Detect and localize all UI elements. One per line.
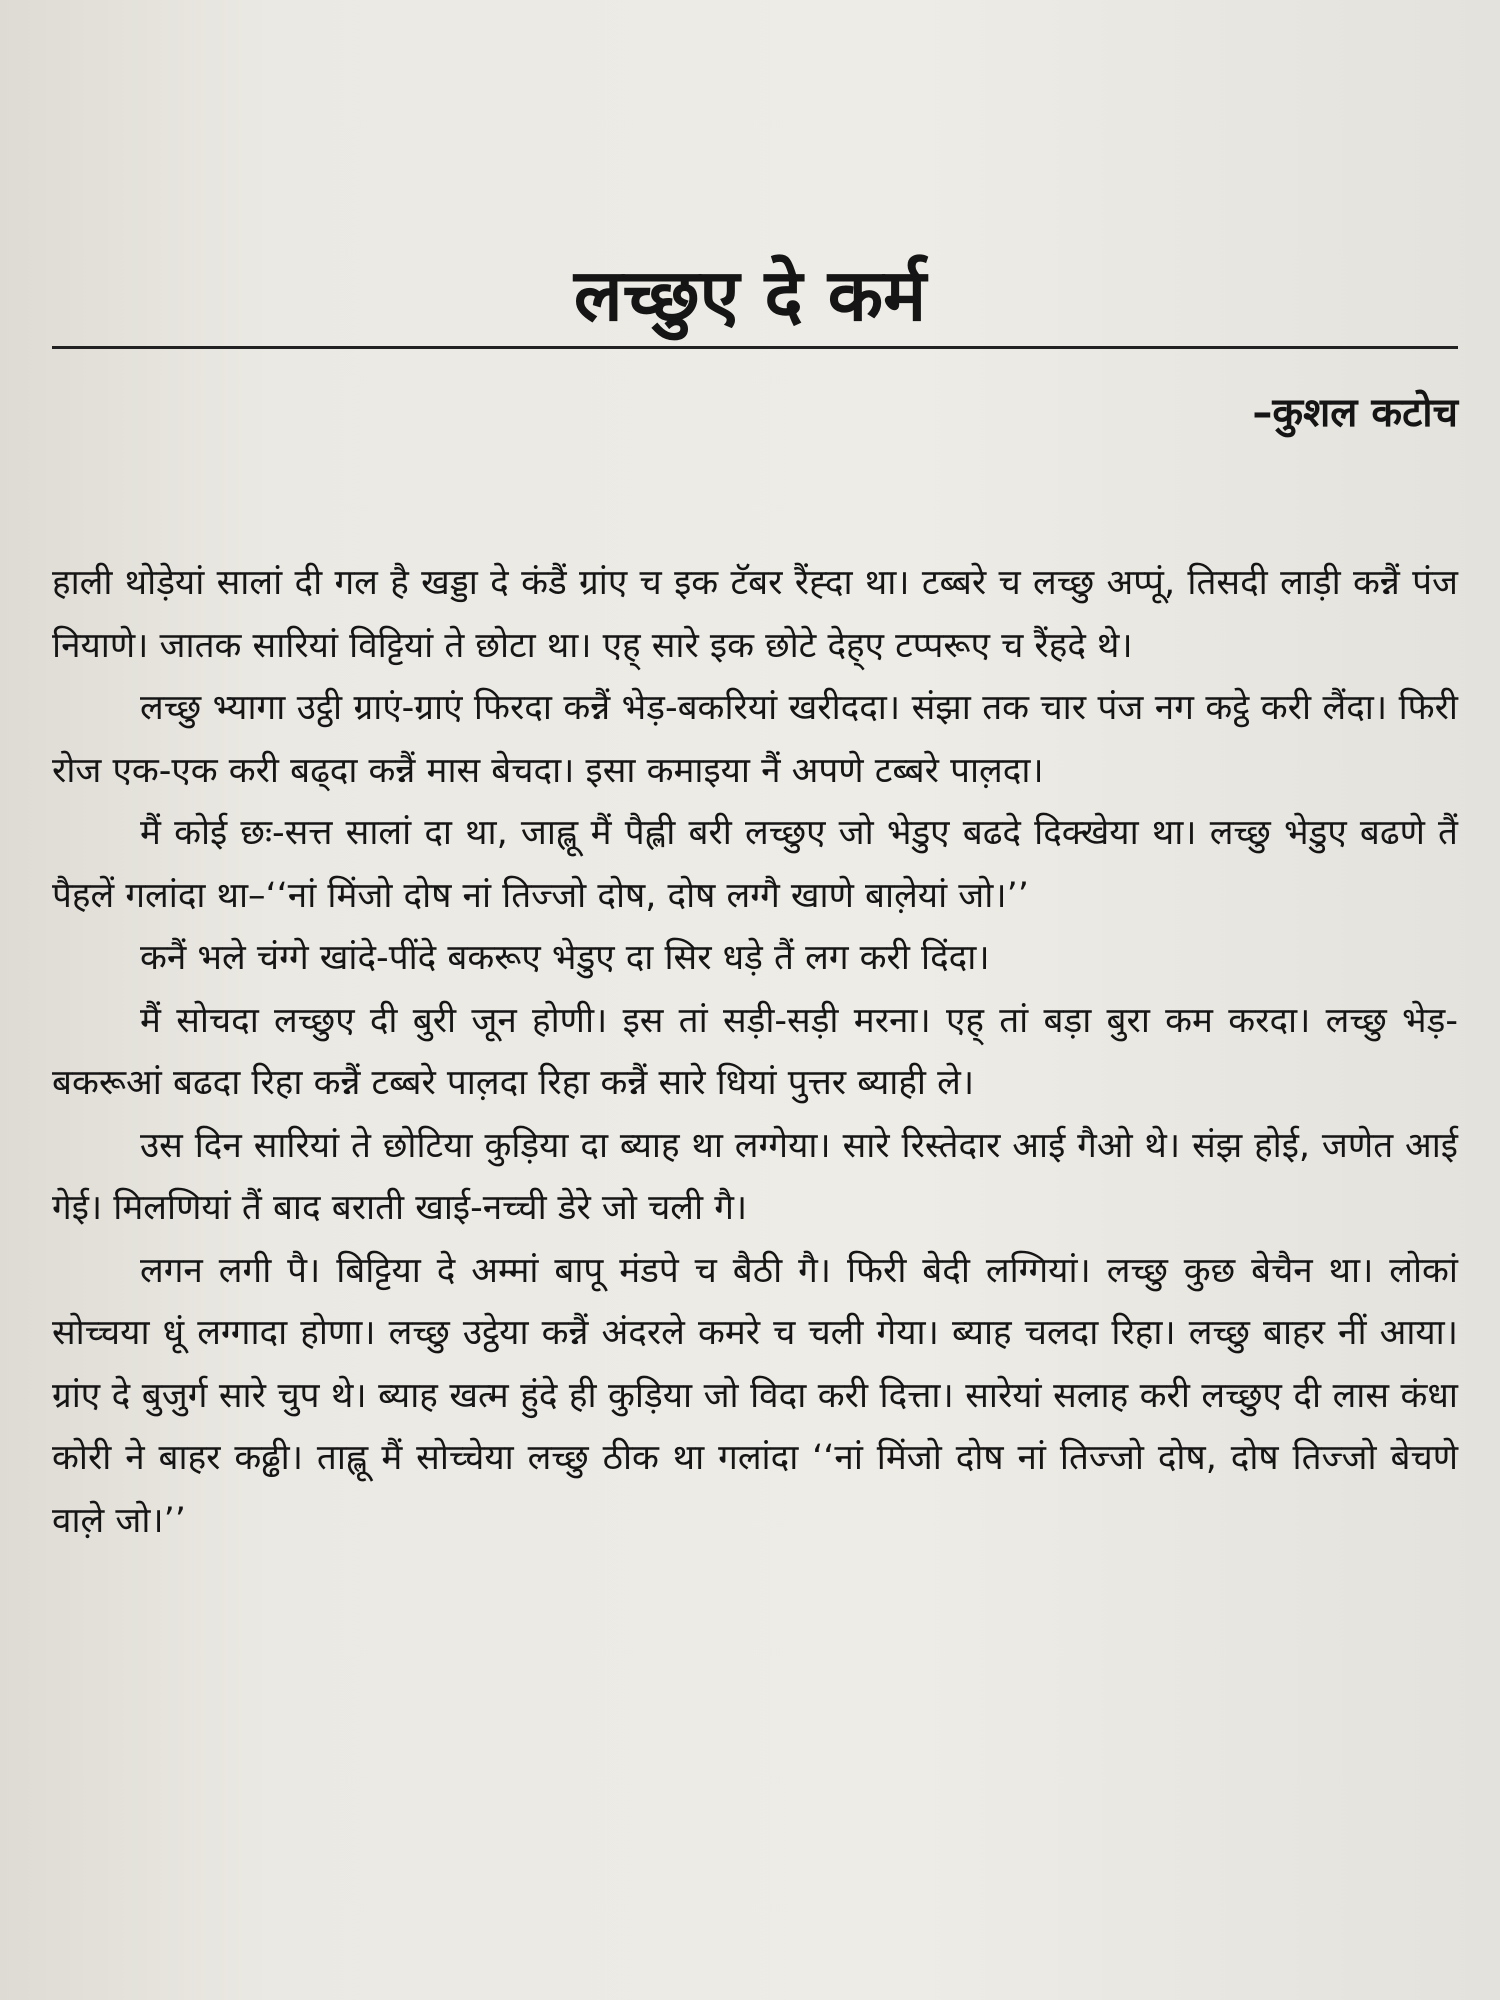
paragraph: लच्छु भ्यागा उट्ठी ग्राएं-ग्राएं फिरदा कन्नैं भेड़-बकरियां खरीददा। संझा तक चार पंज नग कट्ठे करी लैंदा। फिरी रोज एक-एक करी बढ्दा कन्नैं मास बेचदा। इसा कमाइया नैं अपणे टब्बरे पाल़दा।: [52, 688, 1458, 791]
paragraph: मैं कोई छः-सत्त सालां दा था, जाह्लू मैं पैह्ली बरी लच्छुए जो भेडुए बढदे दिक्खेया था। लच्छु भेडुए बढणे तैं पैहलें गलांदा था–‘‘नां मिंजो दोष नां तिज्जो दोष, दोष लग्गै खाणे बाल़ेयां जो।’’: [52, 813, 1458, 916]
title-divider: [52, 346, 1458, 349]
story-title: लच्छुए दे कर्म: [573, 253, 927, 337]
paragraph: उस दिन सारियां ते छोटिया कुड़िया दा ब्याह था लग्गेया। सारे रिस्तेदार आई गैओ थे। संझ होई, जणेत आई गेई। मिलणियां तैं बाद बराती खाई-नच्ची डेरे जो चली गै।: [52, 1125, 1458, 1228]
paragraph: कनैं भले चंग्गे खांदे-पींदे बकरूए भेडुए दा सिर धड़े तैं लग करी दिंदा।: [140, 938, 990, 978]
paragraph: मैं सोचदा लच्छुए दी बुरी जून होणी। इस तां सड़ी-सड़ी मरना। एह् तां बड़ा बुरा कम करदा। लच्छु भेड़-बकरूआं बढदा रिहा कन्नैं टब्बरे पाल़दा रिहा कन्नैं सारे धियां पुत्तर ब्याही ले।: [52, 1000, 1458, 1103]
author-name: –कुशल कटोच: [1252, 390, 1458, 436]
story-body: [52, 552, 1458, 1552]
paragraph: हाली थोड़ेयां सालां दी गल है खड्डा दे कंडैं ग्रांए च इक टॅबर रैंह्दा था। टब्बरे च लच्छु अप्पूं, तिसदी लाड़ी कन्नैं पंज नियाणे। जातक सारियां विट्टियां ते छोटा था। एह् सारे इक छोटे देह्ए टप्परूए च रैंहदे थे।: [52, 563, 1458, 666]
paragraph: लगन लगी पै। बिट्टिया दे अम्मां बापू मंडपे च बैठी गै। फिरी बेदी लग्गियां। लच्छु कुछ बेचैन था। लोकां सोच्चया धूं लग्गादा होणा। लच्छु उट्ठेया कन्नैं अंदरले कमरे च चली गेया। ब्याह चलदा रिहा। लच्छु बाहर नीं आया। ग्रांए दे बुजुर्ग सारे चुप थे। ब्याह खत्म हुंदे ही कुड़िया जो विदा करी दित्ता। सारेयां सलाह करी लच्छुए दी लास कंधा कोरी ने बाहर कढ्ढी। ताह्लू मैं सोच्चेया लच्छु ठीक था गलांदा ‘‘नां मिंजो दोष नां तिज्जो दोष, दोष तिज्जो बेचणे वाल़े जो।’’: [52, 1250, 1458, 1541]
